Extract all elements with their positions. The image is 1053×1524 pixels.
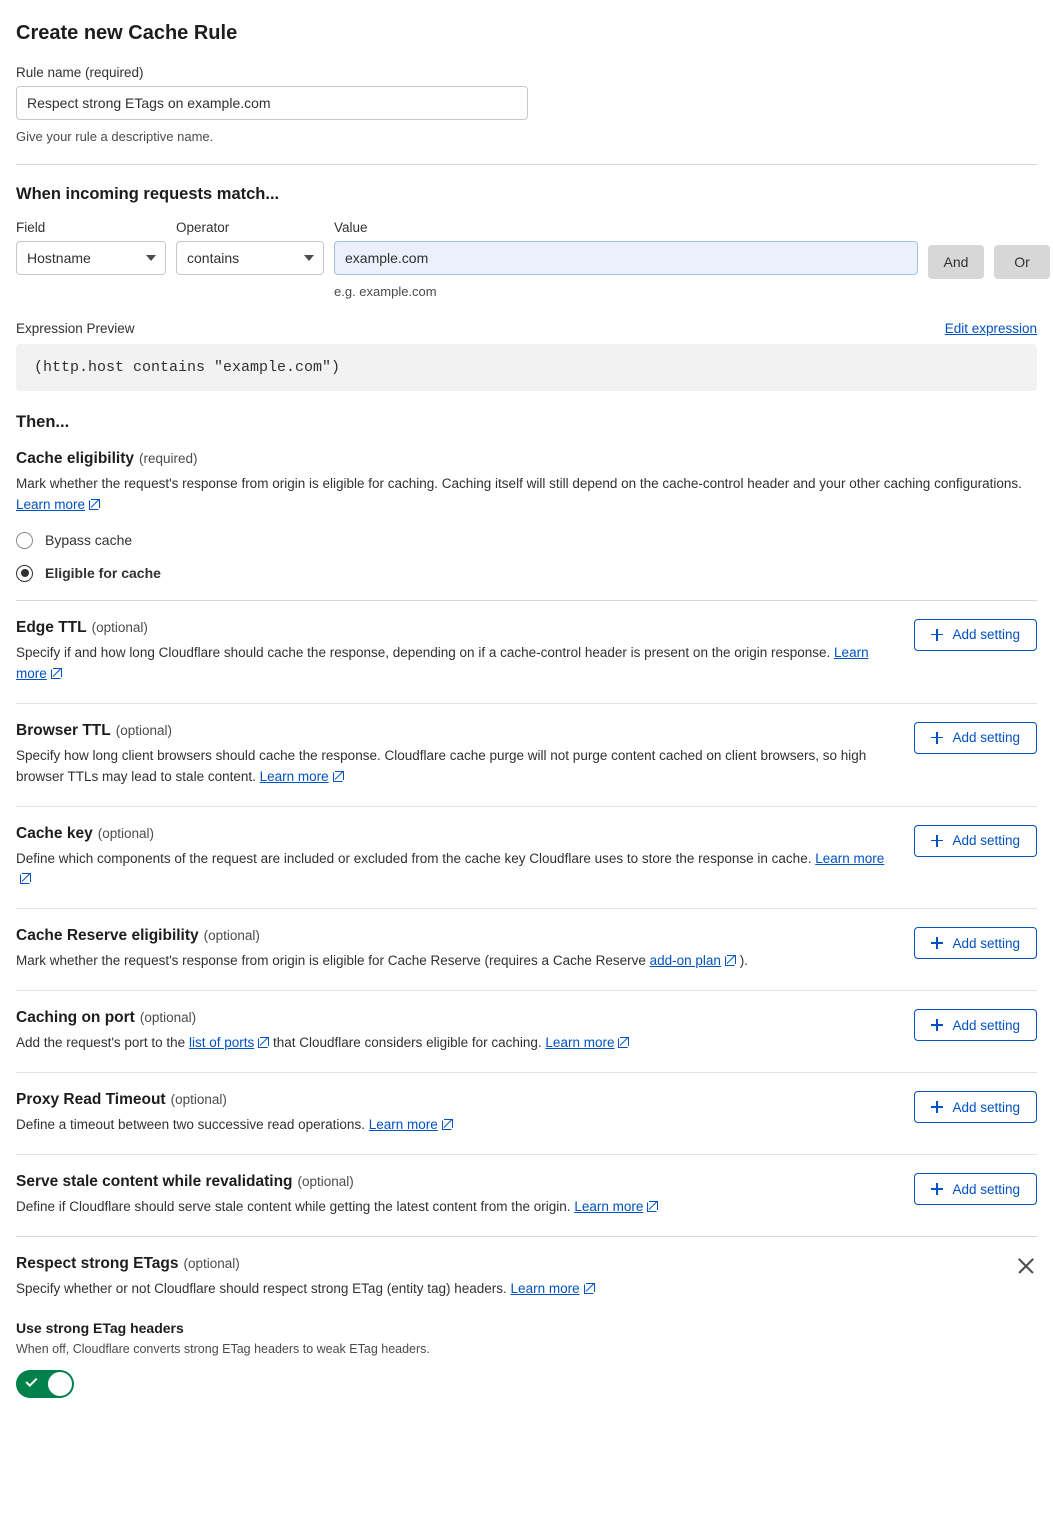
etags-title [16,1255,991,1273]
cache-reserve-desc [16,951,890,972]
browser-ttl-desc-text: Specify how long client browsers should cache the response. Cloudflare cache purge will not purge content cached on client browsers, so high browser TTLs may lead to stale content. [16,747,867,784]
external-link-icon [89,499,100,510]
caching-on-port-desc-text: Add the request's port to the [16,1035,186,1051]
proxy-read-timeout-title-text: Proxy Read Timeout [16,1091,166,1109]
list-of-ports-link[interactable]: list of ports [188,1035,255,1051]
field-column [16,220,166,275]
etags-desc-text: Specify whether or not Cloudflare should respect strong ETag (entity tag) headers. [16,1281,507,1297]
rule-name-group [16,65,1037,144]
edge-ttl-desc-text: Specify if and how long Cloudflare should cache the response, depending on if a cache-control header is present on the origin response. [16,644,831,660]
cache-key-title [16,825,890,843]
add-setting-label: Add setting [952,1181,1020,1197]
plus-icon [931,732,943,744]
operator-column [176,220,324,275]
add-setting-label: Add setting [952,1017,1020,1033]
divider-top [16,164,1037,165]
cache-eligibility-desc [16,474,1026,516]
proxy-read-timeout-optional: (optional) [170,1092,227,1108]
rule-name-label: Rule name (required) [16,65,144,80]
serve-stale-optional: (optional) [297,1174,354,1190]
add-setting-button-cache-key[interactable] [914,825,1037,857]
or-button[interactable]: Or [994,245,1050,279]
match-section-title: When incoming requests match... [16,185,280,203]
field-select-value: Hostname [27,250,91,266]
and-button[interactable]: And [928,245,984,279]
serve-stale-desc-text: Define if Cloudflare should serve stale content while getting the latest content from the origin. [16,1199,571,1215]
cache-reserve-desc-tail: ). [739,953,748,969]
setting-block-cache-key [16,807,1037,909]
serve-stale-title-text: Serve stale content while revalidating [16,1173,293,1191]
setting-block-proxy-read-timeout [16,1073,1037,1154]
cache-eligibility-block [16,450,1037,600]
logic-buttons [928,245,1050,279]
etags-desc [16,1279,991,1300]
external-link-icon [333,771,344,782]
external-link-icon [618,1037,629,1048]
edge-ttl-optional: (optional) [91,619,148,635]
check-icon [25,1375,37,1387]
cache-eligibility-learn-more-link[interactable]: Learn more [16,496,86,512]
cache-eligibility-title-text: Cache eligibility [16,450,135,467]
edge-ttl-desc [16,643,890,685]
setting-block-edge-ttl [16,601,1037,703]
proxy-read-timeout-title [16,1091,890,1109]
cache-eligibility-optional: (required) [139,451,198,466]
setting-block-respect-strong-etags [16,1237,1037,1416]
plus-icon [931,1019,943,1031]
browser-ttl-title [16,722,890,740]
cache-key-title-text: Cache key [16,824,93,842]
edit-expression-link[interactable]: Edit expression [944,321,1037,336]
radio-eligible-for-cache[interactable] [16,565,1037,582]
caching-on-port-learn-more-link[interactable]: Learn more [545,1035,615,1051]
radio-icon [16,532,33,549]
rule-name-help: Give your rule a descriptive name. [16,129,214,144]
external-link-icon [584,1283,595,1294]
add-setting-label: Add setting [952,730,1020,746]
rule-name-input[interactable] [16,86,528,120]
use-strong-etag-headers-toggle[interactable] [16,1370,74,1398]
add-setting-label: Add setting [952,833,1020,849]
edge-ttl-learn-more-link[interactable]: Learn more [16,644,869,681]
radio-icon-selected [16,565,33,582]
field-label: Field [16,220,46,235]
add-setting-label: Add setting [952,1099,1020,1115]
cache-key-desc [16,849,890,891]
caching-on-port-title [16,1009,890,1027]
add-setting-button-proxy-read-timeout[interactable] [914,1091,1037,1123]
expression-preview-box: (http.host contains "example.com") [16,344,1037,391]
value-label: Value [334,220,368,235]
add-setting-label: Add setting [952,935,1020,951]
caching-on-port-desc [16,1033,890,1054]
plus-icon [931,629,943,641]
cache-reserve-title-text: Cache Reserve eligibility [16,927,199,945]
plus-icon [931,937,943,949]
field-select[interactable] [16,241,166,275]
browser-ttl-optional: (optional) [115,722,173,738]
expression-builder-row [16,220,1037,299]
add-setting-button-browser-ttl[interactable] [914,722,1037,754]
close-icon[interactable] [1015,1255,1037,1277]
add-setting-button-edge-ttl[interactable] [914,619,1037,651]
caching-on-port-title-text: Caching on port [16,1009,135,1027]
chevron-down-icon [146,255,156,261]
cache-reserve-desc-text: Mark whether the request's response from origin is eligible for Cache Reserve (requires a Cache Reserve [16,953,646,969]
add-setting-button-serve-stale[interactable] [914,1173,1037,1205]
setting-block-browser-ttl [16,704,1037,806]
expression-preview-header [16,321,1037,336]
setting-block-serve-stale [16,1155,1037,1236]
etags-learn-more-link[interactable]: Learn more [510,1281,580,1297]
serve-stale-learn-more-link[interactable]: Learn more [574,1199,644,1215]
chevron-down-icon [304,255,314,261]
external-link-icon [647,1201,658,1212]
etags-optional: (optional) [183,1256,240,1272]
serve-stale-desc [16,1197,890,1218]
external-link-icon [442,1119,453,1130]
cache-key-desc-text: Define which components of the request are included or excluded from the cache key Cloudflare uses to store the response in cache. [16,850,812,866]
browser-ttl-desc [16,746,890,788]
operator-select[interactable] [176,241,324,275]
radio-eligible-for-cache-label: Eligible for cache [45,565,161,582]
external-link-icon [20,873,31,884]
add-setting-label: Add setting [952,627,1020,643]
value-column [334,220,918,299]
plus-icon [931,835,943,847]
cache-reserve-optional: (optional) [203,928,260,944]
value-hint: e.g. example.com [334,284,437,299]
edge-ttl-title [16,619,890,637]
external-link-icon [51,668,62,679]
value-input[interactable] [334,241,918,275]
external-link-icon [725,955,736,966]
browser-ttl-title-text: Browser TTL [16,721,111,739]
edge-ttl-title-text: Edge TTL [16,618,87,636]
caching-on-port-desc-mid: that Cloudflare considers eligible for caching. [273,1035,542,1051]
browser-ttl-learn-more-link[interactable]: Learn more [259,768,329,784]
proxy-read-timeout-desc-text: Define a timeout between two successive read operations. [16,1117,365,1133]
expression-preview-label: Expression Preview [16,321,135,336]
external-link-icon [258,1037,269,1048]
add-setting-button-cache-reserve[interactable] [914,927,1037,959]
toggle-knob [48,1372,72,1396]
serve-stale-title [16,1173,890,1191]
operator-label: Operator [176,220,230,235]
cache-key-optional: (optional) [97,825,154,841]
operator-select-value: contains [187,250,240,266]
cache-key-learn-more-link[interactable]: Learn more [815,850,885,866]
page-title: Create new Cache Rule [16,22,238,44]
caching-on-port-optional: (optional) [139,1010,197,1026]
plus-icon [931,1101,943,1113]
add-setting-button-caching-on-port[interactable] [914,1009,1037,1041]
radio-bypass-cache-label: Bypass cache [45,532,133,549]
then-title: Then... [16,413,70,431]
setting-block-caching-on-port [16,991,1037,1072]
etags-title-text: Respect strong ETags [16,1255,179,1273]
proxy-read-timeout-desc [16,1115,890,1136]
proxy-read-timeout-learn-more-link[interactable]: Learn more [368,1117,438,1133]
cache-eligibility-desc-text: Mark whether the request's response from origin is eligible for caching. Caching itself will still depend on the cache-control header and your other caching configurations. [16,476,1022,491]
cache-eligibility-title [16,450,1037,468]
cache-reserve-addon-plan-link[interactable]: add-on plan [649,953,721,969]
etags-toggle-label: Use strong ETag headers [16,1319,184,1336]
radio-bypass-cache[interactable] [16,532,1037,549]
plus-icon [931,1183,943,1195]
cache-reserve-title [16,927,890,945]
setting-block-cache-reserve [16,909,1037,990]
etags-toggle-desc: When off, Cloudflare converts strong ETag headers to weak ETag headers. [16,1341,430,1356]
